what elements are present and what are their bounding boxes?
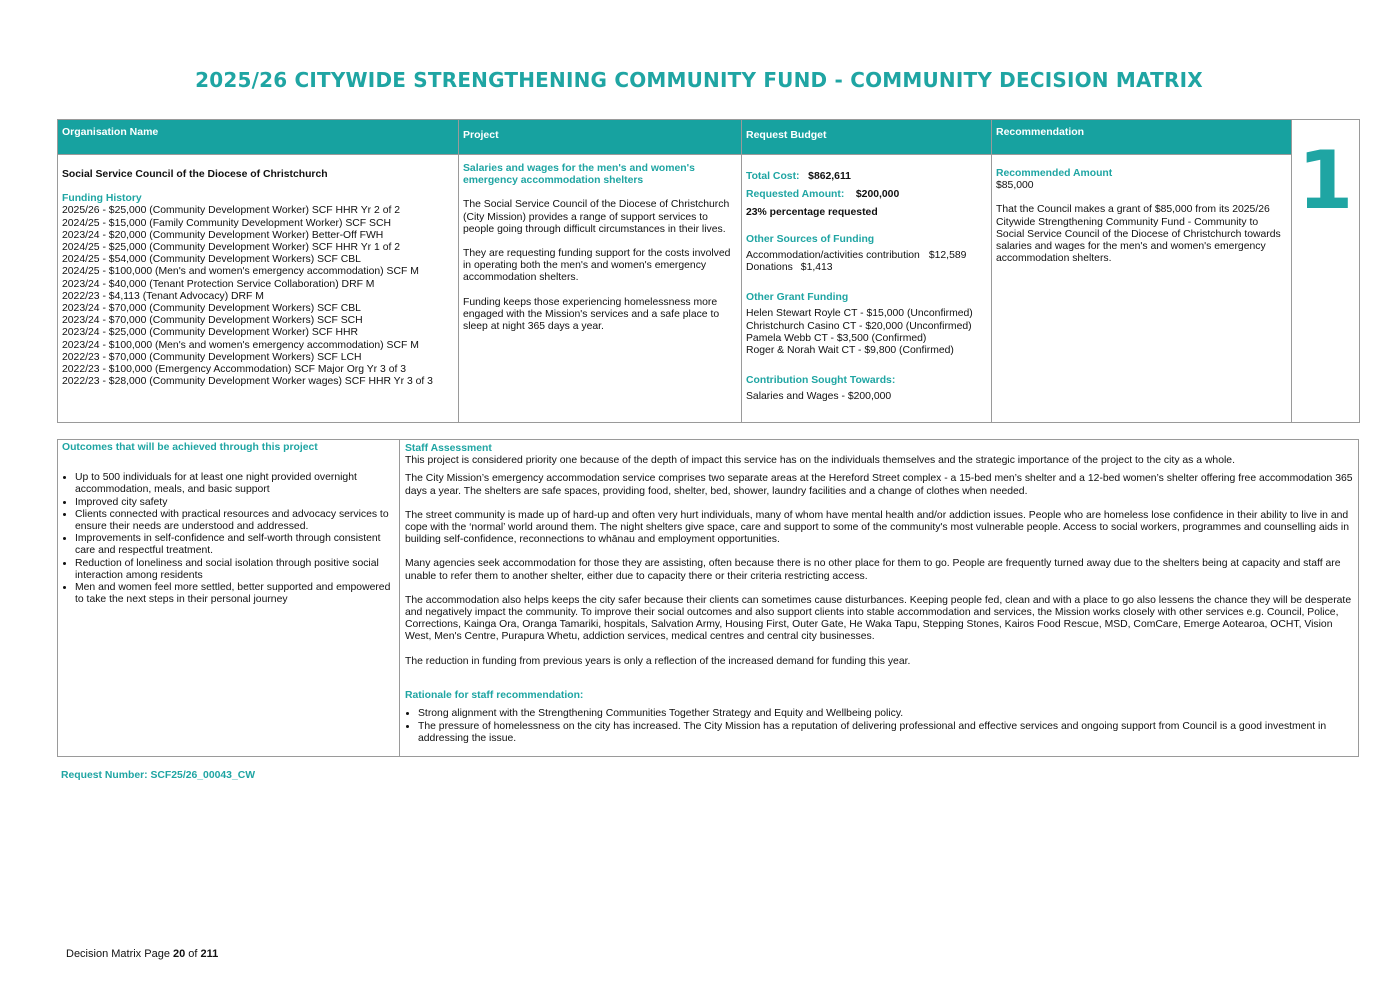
- project-title: Salaries and wages for the men's and women's emergency accommodation shelters: [463, 163, 695, 187]
- other-grants-list: [746, 308, 987, 357]
- project-description: [463, 199, 737, 333]
- staff-assessment-paragraph: This project is considered priority one because of the depth of impact this service has on the individuals themselves and the strategic importance of the project to the city as a whole.: [405, 455, 1235, 467]
- request-number: Request Number: SCF25/26_00043_CW: [61, 770, 256, 781]
- header-recommendation: Recommendation: [992, 120, 1292, 155]
- project-paragraph: Funding keeps those experiencing homelessness more engaged with the Mission's services and a safe place to sleep at night 365 days a year.: [463, 296, 720, 333]
- total-cost-row: [746, 171, 987, 183]
- outcome-item: • Clients connected with practical resources and advocacy services to ensure their needs are understood and addressed.: [75, 509, 395, 533]
- header-organisation: Organisation Name: [58, 120, 459, 155]
- funding-history-label: Funding History: [62, 193, 142, 205]
- percentage-requested: 23% percentage requested: [746, 207, 878, 219]
- funding-history-item: 2023/24 - $100,000 (Men's and women's emergency accommodation) SCF M: [62, 339, 419, 351]
- other-sources-list: [746, 250, 987, 274]
- other-source-label: Accommodation/activities contribution: [746, 249, 920, 261]
- funding-history-item: 2023/24 - $25,000 (Community Development Worker) SCF HHR: [62, 327, 359, 339]
- other-grant-item: Helen Stewart Royle CT - $15,000 (Unconfirmed): [746, 308, 973, 320]
- staff-assessment-paragraph: The street community is made up of hard-up and often very hurt individuals, many of whom have mental health and/or addiction issues. People who are homeless lose confidence in their ability to live in and cope with the ‘normal’ world around them. The night shelters give space, care and support to some of the community's most vulnerable people. Access to social workers, programmes and counselling aids in building self-confidence, reconnections to whānau and employment opportunities.: [405, 509, 1349, 546]
- funding-history-item: 2022/23 - $100,000 (Emergency Accommodation) SCF Major Org Yr 3 of 3: [62, 364, 407, 376]
- requested-row: [746, 189, 987, 201]
- project-paragraph: They are requesting funding support for the costs involved in operating both the men's and women's emergency accommodation shelters.: [463, 248, 731, 284]
- rationale-list: [405, 708, 1354, 746]
- header-budget: Request Budget: [742, 120, 992, 155]
- other-sources-label: Other Sources of Funding: [746, 233, 875, 245]
- funding-history-list: [62, 205, 454, 388]
- assessment-section: [57, 439, 1359, 757]
- outcome-item: • Up to 500 individuals for at least one night provided overnight accommodation, meals, and basic support: [75, 472, 395, 496]
- other-source-item: [746, 262, 987, 274]
- recommendation-cell: [992, 155, 1292, 423]
- rationale-item: • The pressure of homelessness on the city has increased. The City Mission has a reputation of delivering professional and effective services and ongoing support from Council is a good investment in addressing the issue.: [418, 721, 1354, 745]
- recommendation-text: That the Council makes a grant of $85,000 from its 2025/26 Citywide Strengthening Community Fund - Community to Social Service Council of the Diocese of Christchurch towards salaries and wages for the men's and women's emergency accommodation shelters.: [996, 204, 1281, 265]
- staff-assessment-label: Staff Assessment: [405, 443, 492, 454]
- staff-assessment-column: [401, 440, 1358, 756]
- funding-history-item: 2023/24 - $20,000 (Community Development Worker) Better-Off FWH: [62, 229, 384, 241]
- outcomes-column: [58, 440, 400, 756]
- other-grant-item: Christchurch Casino CT - $20,000 (Unconfirmed): [746, 320, 972, 332]
- other-source-amount: $1,413: [800, 262, 833, 274]
- project-paragraph: The Social Service Council of the Diocese of Christchurch (City Mission) provides a range of support services to people going through difficult circumstances in their lives.: [463, 199, 730, 235]
- contribution-label: Contribution Sought Towards:: [746, 375, 896, 387]
- budget-cell: [742, 155, 992, 423]
- funding-history-item: 2024/25 - $25,000 (Community Development Worker) SCF HHR Yr 1 of 2: [62, 242, 401, 254]
- funding-history-item: 2024/25 - $100,000 (Men's and women's emergency accommodation) SCF M: [62, 266, 419, 278]
- requested-label: Requested Amount:: [746, 189, 845, 201]
- priority-cell: [1292, 120, 1360, 423]
- rationale-item: • Strong alignment with the Strengthening Communities Together Strategy and Equity and Wellbeing policy.: [418, 708, 1354, 720]
- project-cell: [459, 155, 742, 423]
- outcome-item: • Improvements in self-confidence and self-worth through consistent care and respectful treatment.: [75, 533, 395, 557]
- footer-page: 20: [173, 948, 186, 960]
- funding-history-item: 2022/23 - $70,000 (Community Development Workers) SCF LCH: [62, 351, 362, 363]
- other-source-item: [746, 250, 987, 262]
- organisation-cell: [58, 155, 459, 423]
- contribution-value: Salaries and Wages - $200,000: [746, 391, 892, 403]
- staff-assessment-paragraph: The reduction in funding from previous years is only a reflection of the increased demand for funding this year.: [405, 655, 911, 667]
- staff-assessment-paragraph: Many agencies seek accommodation for those they are assisting, often because there is no other place for them to go. People are frequently turned away due to the shelters being at capacity and staff are unable to refer them to another shelter, either due to capacity there or their criteria restricting access.: [405, 558, 1341, 582]
- staff-assessment-text: [405, 455, 1354, 668]
- funding-history-item: 2023/24 - $40,000 (Tenant Protection Service Collaboration) DRF M: [62, 278, 375, 290]
- other-grant-item: Roger & Norah Wait CT - $9,800 (Confirmed): [746, 345, 954, 357]
- other-source-amount: $12,589: [928, 249, 967, 261]
- other-grant-item: Pamela Webb CT - $3,500 (Confirmed): [746, 332, 927, 344]
- staff-assessment-paragraph: The accommodation also helps keeps the city safer because their clients can sometimes cause disturbances. Keeping people fed, clean and with a place to go also lessens the chance they will be desperate and negatively impact the community. To improve their social outcomes and also support clients into stable accommodation and services, the Mission works closely with other services e.g. Council, Police, Corrections, Kainga Ora, Oranga Tamariki, hospitals, Salvation Army, Housing First, Outer Gate, He Waka Tapu, Stepping Stones, Kairos Food Rescue, MSD, ComCare, Emerge Aotearoa, OCHT, Vision West, Men's Centre, Purapura Whetu, addiction services, medical centres and central city businesses.: [405, 594, 1352, 643]
- requested-value: $200,000: [855, 189, 900, 201]
- page-title: 2025/26 CITYWIDE STRENGTHENING COMMUNITY FUND - COMMUNITY DECISION MATRIX: [195, 68, 1203, 92]
- decision-matrix-table: [57, 119, 1360, 423]
- funding-history-item: 2024/25 - $15,000 (Family Community Development Worker) SCF SCH: [62, 217, 391, 229]
- funding-history-item: 2022/23 - $4,113 (Tenant Advocacy) DRF M: [62, 290, 264, 302]
- total-cost-value: $862,611: [808, 171, 851, 182]
- footer-total: 211: [200, 948, 219, 960]
- other-grants-label: Other Grant Funding: [746, 292, 849, 304]
- funding-history-item: 2023/24 - $70,000 (Community Development Workers) SCF SCH: [62, 315, 363, 327]
- outcome-item: • Improved city safety: [75, 497, 395, 509]
- priority-number: 1: [1297, 134, 1354, 227]
- funding-history-item: 2022/23 - $28,000 (Community Development Worker wages) SCF HHR Yr 3 of 3: [62, 376, 433, 388]
- outcomes-label: Outcomes that will be achieved through this project: [62, 442, 318, 453]
- funding-history-item: 2024/25 - $54,000 (Community Development Workers) SCF CBL: [62, 254, 361, 266]
- header-project: Project: [459, 120, 742, 155]
- funding-history-item: 2025/26 - $25,000 (Community Development Worker) SCF HHR Yr 2 of 2: [62, 205, 401, 217]
- footer-prefix: Decision Matrix Page: [66, 948, 173, 960]
- outcomes-list: [62, 472, 395, 606]
- page-footer: [66, 948, 218, 960]
- recommended-amount: $85,000: [996, 180, 1034, 192]
- staff-assessment-paragraph: The City Mission’s emergency accommodation service comprises two separate areas at the Hereford Street complex - a 15-bed men’s shelter and a 12-bed women’s shelter offering free accommodation 365 days a year. The shelters are safe spaces, providing food, shelter, bed, shower, laundry facilities and a change of clothes when needed.: [405, 473, 1353, 497]
- funding-history-item: 2023/24 - $70,000 (Community Development Workers) SCF CBL: [62, 303, 361, 315]
- other-source-label: Donations: [746, 262, 793, 274]
- rationale-label: Rationale for staff recommendation:: [405, 689, 584, 701]
- outcome-item: • Reduction of loneliness and social isolation through positive social interaction among residents: [75, 558, 395, 582]
- organisation-name: Social Service Council of the Diocese of Christchurch: [62, 169, 328, 180]
- recommended-amount-label: Recommended Amount: [996, 168, 1113, 179]
- footer-of: of: [185, 948, 201, 960]
- total-cost-label: Total Cost:: [746, 171, 800, 182]
- outcome-item: • Men and women feel more settled, better supported and empowered to take the next steps in their personal journey: [75, 582, 395, 606]
